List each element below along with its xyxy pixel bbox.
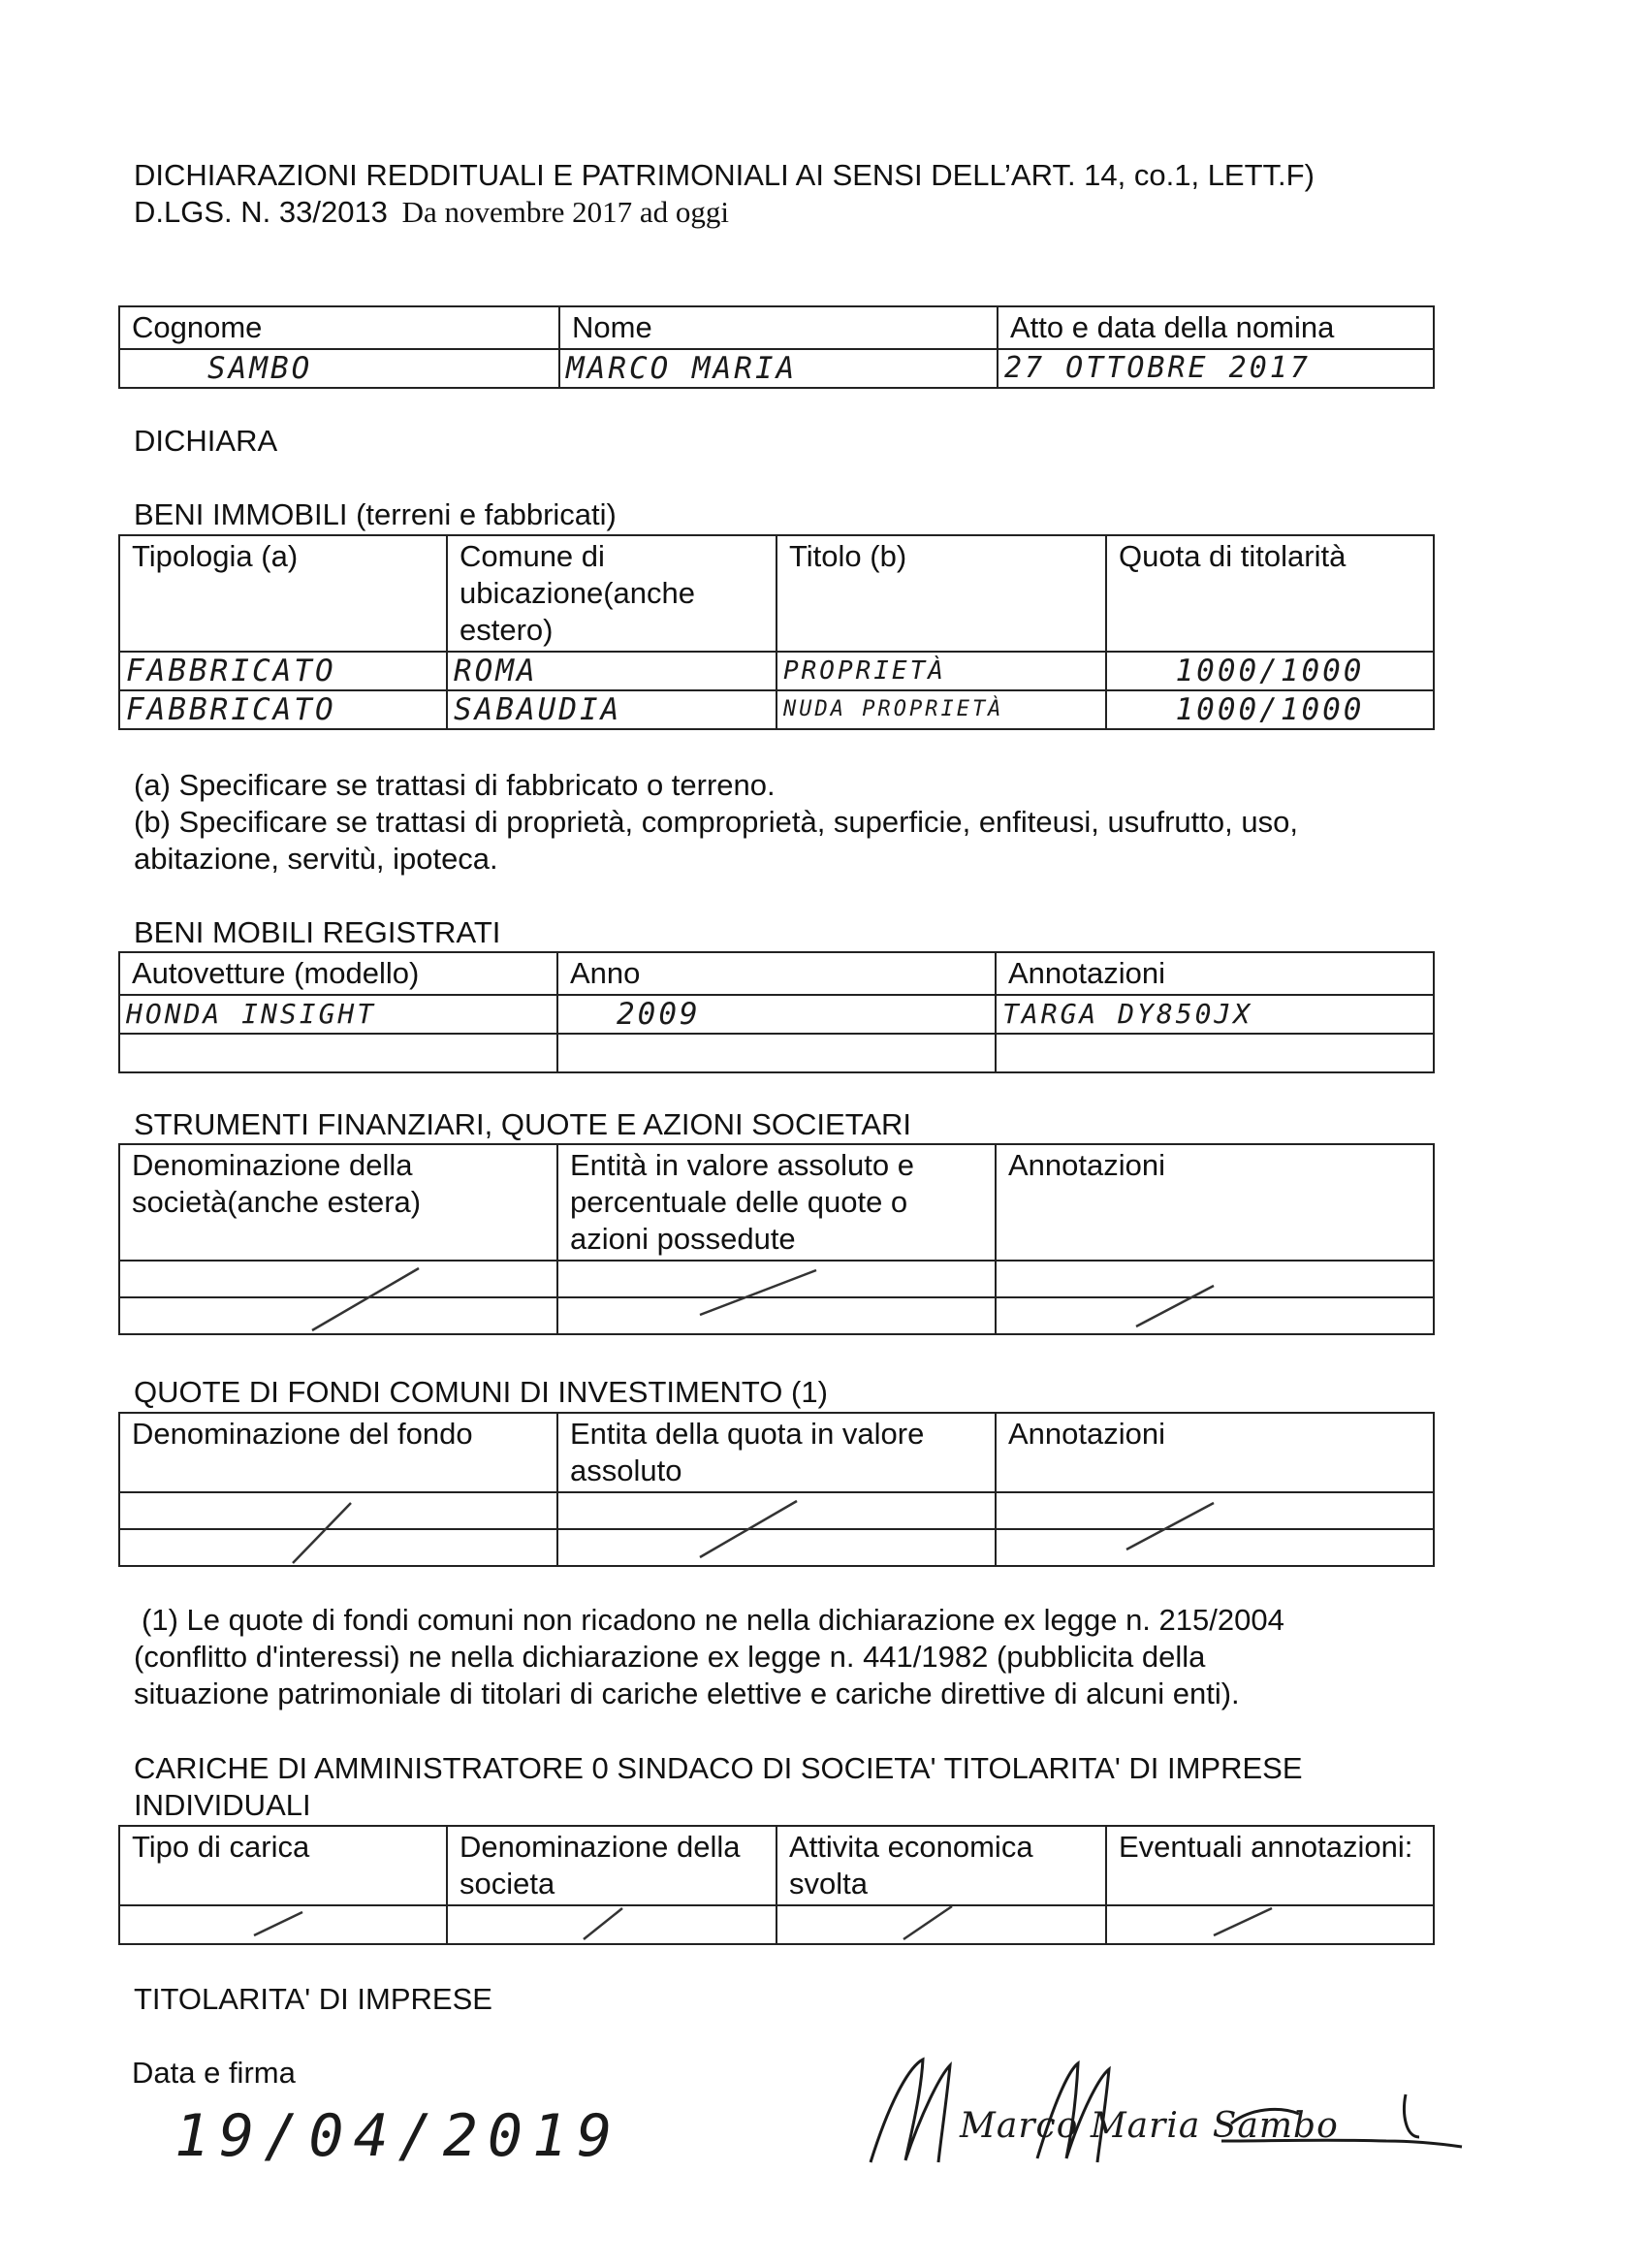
mobili-title: BENI MOBILI REGISTRATI — [134, 915, 501, 949]
law-reference: D.LGS. N. 33/2013 — [134, 195, 388, 229]
handwritten-date: 19/04/2019 — [174, 2102, 622, 2170]
period-text: Da novembre 2017 ad oggi — [401, 195, 730, 229]
header-tipologia: Tipologia (a) — [119, 535, 447, 652]
strumenti-title: STRUMENTI FINANZIARI, QUOTE E AZIONI SOCIETARI — [134, 1107, 912, 1141]
header-annotazioni: Annotazioni — [996, 1413, 1434, 1492]
cariche-title-line2: INDIVIDUALI — [134, 1788, 311, 1822]
header-autovetture: Autovetture (modello) — [119, 952, 557, 995]
header-anno: Anno — [557, 952, 996, 995]
mobili-row — [119, 995, 1434, 1034]
person-table — [118, 305, 1435, 389]
value-cognome: SAMBO — [119, 349, 559, 388]
note-a: (a) Specificare se trattasi di fabbricato o terreno. — [134, 768, 776, 802]
header-entita-quota: Entita della quota in valore assoluto — [557, 1413, 996, 1492]
fondi-note-line1: (1) Le quote di fondi comuni non ricadono ne nella dichiarazione ex legge n. 215/2004 — [142, 1603, 1284, 1637]
empty-stroke — [700, 1501, 797, 1557]
header-nome: Nome — [559, 306, 998, 349]
empty-strokes-strumenti — [118, 1261, 1433, 1338]
titolarita-heading: TITOLARITA' DI IMPRESE — [134, 1982, 492, 2016]
empty-stroke — [700, 1270, 816, 1315]
header-comune: Comune di ubicazione(anche estero) — [447, 535, 776, 652]
header-titolo: Titolo (b) — [776, 535, 1106, 652]
empty-stroke — [584, 1908, 622, 1939]
mobili-row-empty — [119, 1034, 1434, 1072]
immobili-table — [118, 534, 1435, 730]
header-tipo-carica: Tipo di carica — [119, 1826, 447, 1905]
header-quota: Quota di titolarità — [1106, 535, 1434, 652]
immobili-row — [119, 652, 1434, 690]
note-b-line2: abitazione, servitù, ipoteca. — [134, 842, 498, 876]
immobili-title: BENI IMMOBILI (terreni e fabbricati) — [134, 497, 617, 531]
empty-stroke — [903, 1906, 952, 1939]
empty-strokes-fondi — [118, 1493, 1433, 1571]
header-denominazione-societa: Denominazione della società(anche estera) — [119, 1144, 557, 1261]
immobili-quota: 1000/1000 — [1106, 690, 1434, 729]
header-denominazione-fondo: Denominazione del fondo — [119, 1413, 557, 1492]
fondi-title: QUOTE DI FONDI COMUNI DI INVESTIMENTO (1) — [134, 1375, 828, 1409]
header-entita-valore: Entità in valore assoluto e percentuale delle quote o azioni possedute — [557, 1144, 996, 1261]
value-nome: MARCO MARIA — [559, 349, 998, 388]
signature — [863, 2056, 1474, 2172]
header-annotazioni: Annotazioni — [996, 1144, 1434, 1261]
empty-strokes-cariche — [118, 1901, 1433, 1947]
note-b-line1: (b) Specificare se trattasi di proprietà, comproprietà, superficie, enfiteusi, usufrutto, uso, — [134, 805, 1298, 839]
empty-stroke — [293, 1503, 351, 1563]
header-attivita: Attivita economica svolta — [776, 1826, 1106, 1905]
immobili-tipologia: FABBRICATO — [119, 652, 447, 690]
immobili-comune: ROMA — [447, 652, 776, 690]
mobili-annotazioni: TARGA DY850JX — [996, 995, 1434, 1034]
data-firma-label: Data e firma — [132, 2056, 296, 2090]
immobili-titolo: PROPRIETÀ — [776, 652, 1106, 690]
header-cognome: Cognome — [119, 306, 559, 349]
immobili-comune: SABAUDIA — [447, 690, 776, 729]
mobili-table — [118, 951, 1435, 1073]
header-annotazioni: Annotazioni — [996, 952, 1434, 995]
mobili-modello: HONDA INSIGHT — [119, 995, 557, 1034]
immobili-quota: 1000/1000 — [1106, 652, 1434, 690]
header-denominazione-societa: Denominazione della societa — [447, 1826, 776, 1905]
empty-stroke — [312, 1268, 419, 1330]
empty-stroke — [1214, 1908, 1272, 1935]
cariche-title-line1: CARICHE DI AMMINISTRATORE 0 SINDACO DI SOCIETA' TITOLARITA' DI IMPRESE — [134, 1751, 1303, 1785]
empty-stroke — [1136, 1286, 1214, 1326]
header-annotazioni: Eventuali annotazioni: — [1106, 1826, 1434, 1905]
fondi-note-line2: (conflitto d'interessi) ne nella dichiarazione ex legge n. 441/1982 (pubblicita della — [134, 1640, 1206, 1674]
value-atto-nomina: 27 OTTOBRE 2017 — [998, 349, 1434, 388]
immobili-tipologia: FABBRICATO — [119, 690, 447, 729]
signature-text: Marco Maria Sambo — [960, 2106, 1339, 2146]
mobili-anno: 2009 — [557, 995, 996, 1034]
document-title-line1: DICHIARAZIONI REDDITUALI E PATRIMONIALI AI SENSI DELL’ART. 14, co.1, LETT.F) — [134, 158, 1315, 192]
immobili-titolo: NUDA PROPRIETÀ — [776, 690, 1106, 729]
empty-stroke — [1126, 1503, 1214, 1549]
document-title-line2 — [134, 194, 729, 231]
empty-stroke — [254, 1912, 302, 1935]
immobili-row — [119, 690, 1434, 729]
header-atto-nomina: Atto e data della nomina — [998, 306, 1434, 349]
dichiara-heading: DICHIARA — [134, 424, 278, 458]
fondi-note-line3: situazione patrimoniale di titolari di cariche elettive e cariche direttive di alcuni enti). — [134, 1677, 1240, 1710]
